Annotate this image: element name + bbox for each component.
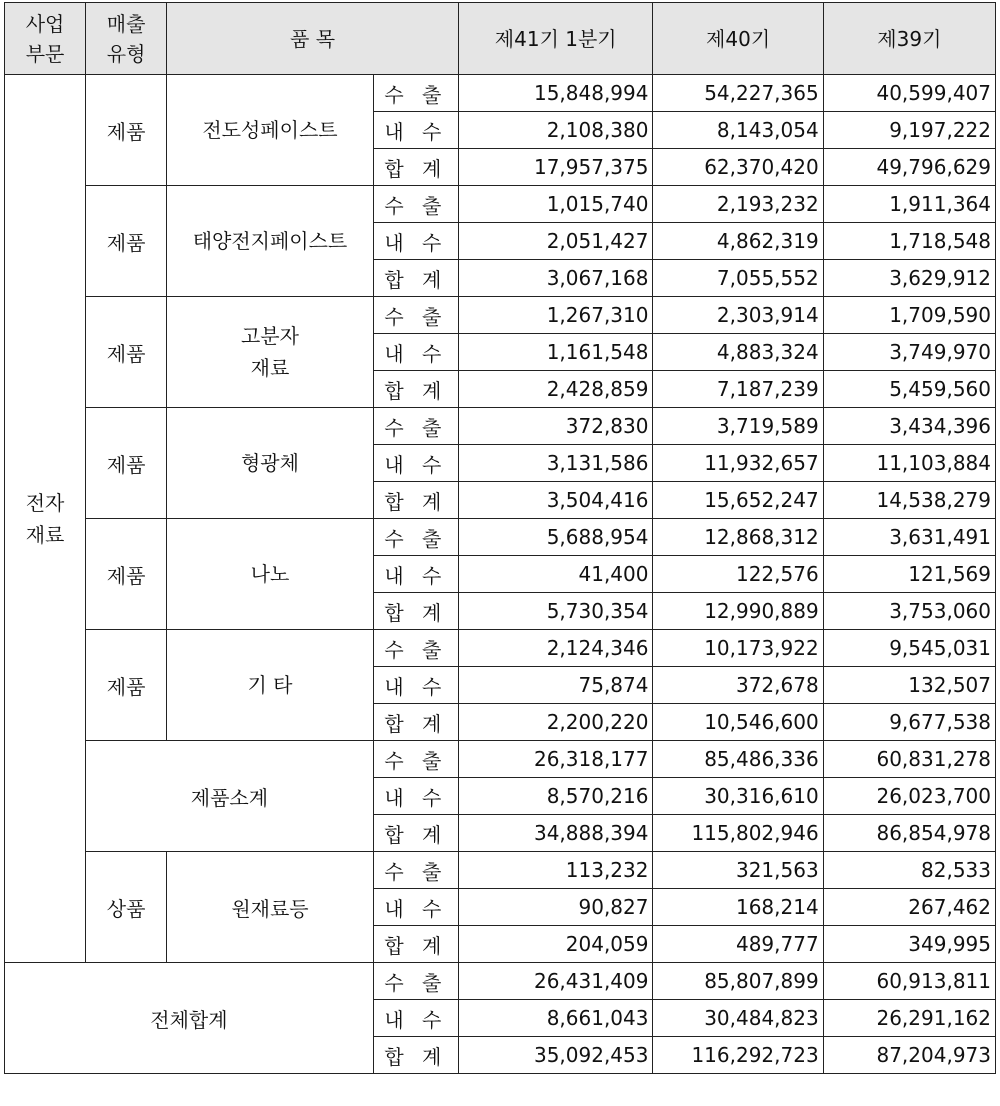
amount-cell: 11,103,884 [823, 445, 995, 482]
sales-kind-label: 내 수 [373, 112, 458, 149]
amount-cell: 82,533 [823, 852, 995, 889]
amount-cell: 5,730,354 [458, 593, 653, 630]
amount-cell: 8,143,054 [653, 112, 823, 149]
sales-kind-label: 수 출 [373, 519, 458, 556]
item-name: 태양전지페이스트 [167, 186, 374, 297]
amount-cell: 1,161,548 [458, 334, 653, 371]
sales-type-label: 상품 [86, 852, 167, 963]
sales-table [4, 2, 996, 1074]
amount-cell: 9,197,222 [823, 112, 995, 149]
amount-cell: 5,459,560 [823, 371, 995, 408]
amount-cell: 87,204,973 [823, 1037, 995, 1074]
amount-cell: 115,802,946 [653, 815, 823, 852]
amount-cell: 41,400 [458, 556, 653, 593]
amount-cell: 2,051,427 [458, 223, 653, 260]
header-item: 품 목 [167, 3, 459, 75]
amount-cell: 8,570,216 [458, 778, 653, 815]
amount-cell: 2,303,914 [653, 297, 823, 334]
sales-kind-label: 수 출 [373, 963, 458, 1000]
amount-cell: 2,200,220 [458, 704, 653, 741]
amount-cell: 1,015,740 [458, 186, 653, 223]
amount-cell: 12,868,312 [653, 519, 823, 556]
sales-kind-label: 수 출 [373, 75, 458, 112]
amount-cell: 26,318,177 [458, 741, 653, 778]
amount-cell: 168,214 [653, 889, 823, 926]
amount-cell: 90,827 [458, 889, 653, 926]
amount-cell: 3,629,912 [823, 260, 995, 297]
sales-type-label: 제품 [86, 297, 167, 408]
amount-cell: 116,292,723 [653, 1037, 823, 1074]
sales-kind-label: 수 출 [373, 852, 458, 889]
sales-kind-label: 내 수 [373, 556, 458, 593]
amount-cell: 75,874 [458, 667, 653, 704]
item-name: 기 타 [167, 630, 374, 741]
amount-cell: 132,507 [823, 667, 995, 704]
amount-cell: 1,911,364 [823, 186, 995, 223]
amount-cell: 2,428,859 [458, 371, 653, 408]
amount-cell: 321,563 [653, 852, 823, 889]
amount-cell: 9,545,031 [823, 630, 995, 667]
sales-kind-label: 수 출 [373, 741, 458, 778]
table-body [5, 75, 996, 1074]
sales-type-label: 제품 [86, 75, 167, 186]
amount-cell: 86,854,978 [823, 815, 995, 852]
grand-total-label: 전체합계 [5, 963, 374, 1074]
amount-cell: 1,267,310 [458, 297, 653, 334]
amount-cell: 3,749,970 [823, 334, 995, 371]
item-name: 나노 [167, 519, 374, 630]
table-row [5, 186, 996, 223]
amount-cell: 62,370,420 [653, 149, 823, 186]
amount-cell: 113,232 [458, 852, 653, 889]
sales-kind-label: 내 수 [373, 667, 458, 704]
amount-cell: 2,124,346 [458, 630, 653, 667]
amount-cell: 11,932,657 [653, 445, 823, 482]
sales-type-label: 제품 [86, 630, 167, 741]
amount-cell: 85,486,336 [653, 741, 823, 778]
amount-cell: 15,652,247 [653, 482, 823, 519]
amount-cell: 3,719,589 [653, 408, 823, 445]
table-row [5, 963, 996, 1000]
header-period-40: 제40기 [653, 3, 823, 75]
sales-type-label: 제품 [86, 519, 167, 630]
amount-cell: 3,753,060 [823, 593, 995, 630]
header-period-39: 제39기 [823, 3, 995, 75]
amount-cell: 40,599,407 [823, 75, 995, 112]
amount-cell: 1,709,590 [823, 297, 995, 334]
amount-cell: 7,055,552 [653, 260, 823, 297]
table-row [5, 297, 996, 334]
amount-cell: 30,316,610 [653, 778, 823, 815]
amount-cell: 8,661,043 [458, 1000, 653, 1037]
table-row [5, 75, 996, 112]
amount-cell: 60,913,811 [823, 963, 995, 1000]
amount-cell: 10,173,922 [653, 630, 823, 667]
amount-cell: 4,883,324 [653, 334, 823, 371]
sales-type-label: 제품 [86, 408, 167, 519]
amount-cell: 2,193,232 [653, 186, 823, 223]
amount-cell: 9,677,538 [823, 704, 995, 741]
header-segment: 사업 부문 [5, 3, 86, 75]
amount-cell: 3,131,586 [458, 445, 653, 482]
item-name: 원재료등 [167, 852, 374, 963]
amount-cell: 2,108,380 [458, 112, 653, 149]
sales-kind-label: 합 계 [373, 260, 458, 297]
amount-cell: 26,023,700 [823, 778, 995, 815]
sales-kind-label: 내 수 [373, 889, 458, 926]
amount-cell: 3,067,168 [458, 260, 653, 297]
sales-kind-label: 합 계 [373, 593, 458, 630]
sales-kind-label: 내 수 [373, 223, 458, 260]
amount-cell: 35,092,453 [458, 1037, 653, 1074]
amount-cell: 34,888,394 [458, 815, 653, 852]
segment-label: 전자 재료 [5, 75, 86, 963]
amount-cell: 372,830 [458, 408, 653, 445]
amount-cell: 49,796,629 [823, 149, 995, 186]
amount-cell: 14,538,279 [823, 482, 995, 519]
table-row [5, 741, 996, 778]
amount-cell: 1,718,548 [823, 223, 995, 260]
sales-kind-label: 내 수 [373, 334, 458, 371]
amount-cell: 372,678 [653, 667, 823, 704]
item-name: 형광체 [167, 408, 374, 519]
sales-kind-label: 내 수 [373, 778, 458, 815]
amount-cell: 204,059 [458, 926, 653, 963]
item-name: 전도성페이스트 [167, 75, 374, 186]
item-name: 고분자 재료 [167, 297, 374, 408]
amount-cell: 489,777 [653, 926, 823, 963]
amount-cell: 3,504,416 [458, 482, 653, 519]
amount-cell: 5,688,954 [458, 519, 653, 556]
amount-cell: 85,807,899 [653, 963, 823, 1000]
amount-cell: 3,434,396 [823, 408, 995, 445]
header-sales-type: 매출 유형 [86, 3, 167, 75]
amount-cell: 60,831,278 [823, 741, 995, 778]
sales-kind-label: 내 수 [373, 445, 458, 482]
sales-kind-label: 수 출 [373, 297, 458, 334]
table-row [5, 408, 996, 445]
amount-cell: 7,187,239 [653, 371, 823, 408]
amount-cell: 26,291,162 [823, 1000, 995, 1037]
amount-cell: 349,995 [823, 926, 995, 963]
amount-cell: 54,227,365 [653, 75, 823, 112]
amount-cell: 30,484,823 [653, 1000, 823, 1037]
sales-kind-label: 합 계 [373, 1037, 458, 1074]
sales-kind-label: 합 계 [373, 704, 458, 741]
amount-cell: 17,957,375 [458, 149, 653, 186]
amount-cell: 12,990,889 [653, 593, 823, 630]
table-row [5, 630, 996, 667]
amount-cell: 26,431,409 [458, 963, 653, 1000]
sales-kind-label: 합 계 [373, 926, 458, 963]
amount-cell: 121,569 [823, 556, 995, 593]
sales-kind-label: 합 계 [373, 371, 458, 408]
sales-kind-label: 합 계 [373, 482, 458, 519]
amount-cell: 4,862,319 [653, 223, 823, 260]
amount-cell: 267,462 [823, 889, 995, 926]
amount-cell: 3,631,491 [823, 519, 995, 556]
sales-kind-label: 수 출 [373, 630, 458, 667]
header-period-41q1: 제41기 1분기 [458, 3, 653, 75]
sales-type-label: 제품 [86, 186, 167, 297]
sales-kind-label: 수 출 [373, 408, 458, 445]
amount-cell: 15,848,994 [458, 75, 653, 112]
amount-cell: 122,576 [653, 556, 823, 593]
sales-kind-label: 합 계 [373, 815, 458, 852]
sales-kind-label: 수 출 [373, 186, 458, 223]
sales-kind-label: 합 계 [373, 149, 458, 186]
subtotal-label: 제품소계 [86, 741, 374, 852]
sales-kind-label: 내 수 [373, 1000, 458, 1037]
table-row [5, 519, 996, 556]
table-row [5, 852, 996, 889]
amount-cell: 10,546,600 [653, 704, 823, 741]
